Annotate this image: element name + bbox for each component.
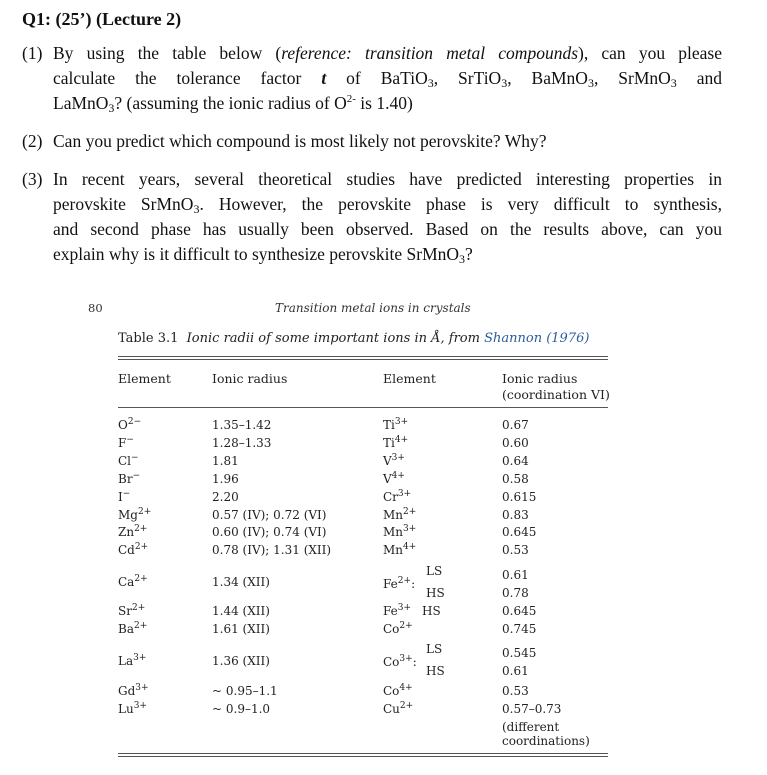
part3-line2: perovskite SrMnO$_3$. However, the perovskite phase is very difficult to synthesis, [53,194,722,216]
ion-radius: 0.60 (IV); 0.74 (VI) [212,525,327,539]
ion-symbol: I− [118,489,131,504]
ion-radius: 1.36 (XII) [212,654,270,668]
ion-symbol: $La^{3+}$ [118,653,147,668]
ion-radius: 0.57–0.73 [502,702,562,716]
part1-line1: By using the table below (reference: transition metal compounds), can you please [53,43,723,63]
question-part-2 [22,129,722,154]
header-ionic-radius: Ionic radius [212,371,288,386]
spin-state: HS [426,586,445,600]
ion-radius: 0.615 [502,490,537,504]
ion-radius: 0.745 [502,622,537,636]
spin-state: HS [426,664,445,678]
ion-radius: 0.61 [502,568,529,582]
header-element-2: Element [383,371,436,386]
ion-radius: ~ 0.95–1.1 [212,684,278,698]
table-caption: Table 3.1 Ionic radii of some important ions in Å, from Shannon (1976) [118,331,590,346]
ion-radius: 0.53 [502,543,529,557]
table-bottom-rule-2 [118,756,608,757]
coordination-footnote: (different coordinations) [502,720,590,748]
header-rule [118,407,608,408]
ion-radius: 0.545 [502,646,537,660]
ion-symbol: $Ca^{2+}$ [118,574,148,589]
spin-state: LS [426,564,443,578]
ion-symbol: Cl− [118,453,139,468]
header-ionic-radius-2: Ionic radius (coordination VI) [502,371,610,402]
ion-radius: 0.53 [502,684,529,698]
ion-symbol: $O^{2-}$ [118,417,142,432]
ion-radius: 0.57 (IV); 0.72 (VI) [212,508,327,522]
ion-radius: 0.67 [502,418,529,432]
part-number: (2) [22,131,43,151]
ion-radius: 2.20 [212,490,239,504]
part1-line2: calculate the tolerance factor t of BaTiO$_3$, SrTiO$_3$, BaMnO$_3$, SrMnO$_3$ and [53,68,723,90]
ion-symbol: $Cu^{2+}$ [383,701,414,716]
ion-symbol: $Zn^{2+}$ [118,524,148,539]
ion-radius: 1.34 (XII) [212,575,270,589]
ion-symbol: $V^{3+}$ [383,453,405,468]
ion-symbol: F− [118,435,134,450]
ion-symbol: $Sr^{2+}$ [118,603,146,618]
ion-symbol: $V^{4+}$ [383,471,405,486]
table-top-rule-2 [118,359,608,360]
ion-symbol: $Ti^{4+}$ [383,435,409,450]
table-top-rule [118,356,608,357]
ion-symbol: $Mn^{3+}$ [383,524,417,539]
ion-radius: 0.83 [502,508,529,522]
ion-radius: 0.61 [502,664,529,678]
question-part-1 [22,41,722,116]
ion-symbol: $Cr^{3+}$ [383,489,412,504]
spin-state: LS [426,642,443,656]
ion-symbol: $Co^{3+}$: [383,654,417,669]
ion-radius: 0.78 (IV); 1.31 (XII) [212,543,332,557]
question-title: Q1: (25’) (Lecture 2) [22,9,182,29]
part-number: (3) [22,169,43,189]
ion-radius: 1.61 (XII) [212,622,270,636]
ion-radius: 0.645 [502,525,537,539]
part3-line3: and second phase has usually been observed. Based on the results above, can you [53,219,722,239]
header-element: Element [118,371,171,386]
ion-symbol: $Gd^{3+}$ [118,683,149,698]
ion-radius: 0.60 [502,436,529,450]
ion-symbol: $Mn^{4+}$ [383,542,417,557]
ion-radius: 1.81 [212,454,239,468]
part3-line4: explain why is it difficult to synthesize perovskite SrMnO$_3$? [53,244,473,266]
ion-radius: 0.645 [502,604,537,618]
ion-symbol: $Mg^{2+}$ [118,507,152,522]
ion-symbol: $Co^{4+}$ [383,683,413,698]
part3-line1: In recent years, several theoretical studies have predicted interesting properties in [53,169,722,189]
spin-state: HS [422,604,441,618]
ion-radius: 0.78 [502,586,529,600]
table-bottom-rule [118,753,608,754]
ion-symbol: $Co^{2+}$ [383,621,413,636]
running-header: Transition metal ions in crystals [275,301,471,315]
ion-radius: 1.35–1.42 [212,418,272,432]
ion-symbol: $Cd^{2+}$ [118,542,149,557]
ion-radius: 1.44 (XII) [212,604,270,618]
part1-line3: LaMnO$_3$? (assuming the ionic radius of $O^{2-}$ is 1.40) [53,93,413,115]
ion-radius: 0.58 [502,472,529,486]
question-part-3 [22,167,722,267]
ion-symbol: $Lu^{3+}$ [118,701,147,716]
ion-radius: ~ 0.9–1.0 [212,702,271,716]
ion-radius: 1.28–1.33 [212,436,272,450]
ion-symbol: $Mn^{2+}$ [383,507,417,522]
ion-symbol: $Fe^{2+}$: [383,576,416,591]
ion-radius: 1.96 [212,472,239,486]
ion-symbol: $Fe^{3+}$ [383,603,412,618]
part-number: (1) [22,43,43,63]
ion-symbol: Br− [118,471,141,486]
page-number: 80 [88,301,103,315]
ion-radius: 0.64 [502,454,529,468]
ion-symbol: $Ba^{2+}$ [118,621,148,636]
part2-text: Can you predict which compound is most likely not perovskite? Why? [53,131,547,151]
ion-symbol: $Ti^{3+}$ [383,417,409,432]
